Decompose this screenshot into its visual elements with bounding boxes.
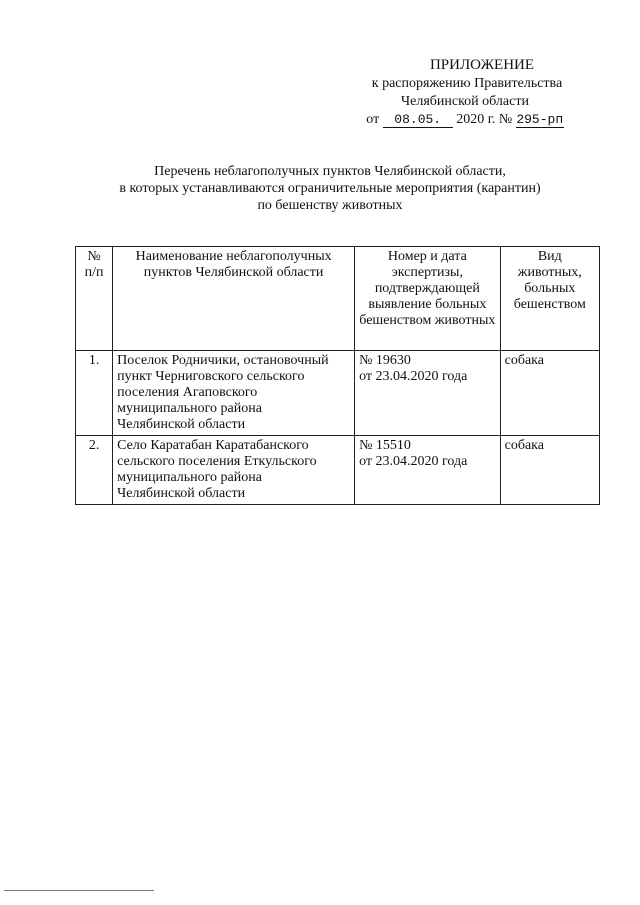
title-line-2: в которых устанавливаются ограничительные мероприятия (карантин)	[119, 181, 541, 196]
location-name-line: Челябинской области	[117, 417, 246, 432]
appendix-region-line: Челябинской области	[401, 94, 529, 109]
row-number: 1.	[76, 351, 113, 436]
location-name	[113, 436, 355, 505]
row-number: 2.	[76, 436, 113, 505]
expertise-date: от 23.04.2020 года	[359, 369, 468, 384]
appendix-date-line	[330, 111, 600, 129]
appendix-block	[330, 56, 600, 129]
location-name-line: Поселок Родничики, остановочный	[117, 353, 329, 368]
document-title	[60, 163, 600, 214]
appendix-heading: ПРИЛОЖЕНИЕ	[429, 57, 535, 73]
decree-number: 295-рп	[516, 112, 564, 127]
location-name-line: пункт Черниговского сельского	[117, 369, 305, 384]
table-row	[76, 351, 600, 436]
header-expertise: Номер и дата экспертизы, подтверждающей выявление больных бешенством животных	[355, 247, 501, 351]
title-line-1: Перечень неблагополучных пунктов Челябинской области,	[154, 164, 506, 179]
location-name-line: муниципального района	[117, 470, 262, 485]
year-text: 2020 г. №	[456, 112, 513, 127]
date-prefix: от	[366, 112, 380, 127]
expertise-date: от 23.04.2020 года	[359, 454, 468, 469]
appendix-decree-line: к распоряжению Правительства	[371, 76, 563, 91]
table-header-row	[76, 247, 600, 351]
location-name-line: Челябинской области	[117, 486, 246, 501]
location-name-line: Село Каратабан Каратабанского	[117, 438, 309, 453]
locations-table	[75, 246, 600, 505]
location-name-line: сельского поселения Еткульского	[117, 454, 317, 469]
animal-type: собака	[500, 436, 599, 505]
header-location-name: Наименование неблагополучных пунктов Челябинской области	[113, 247, 355, 351]
animal-type: собака	[500, 351, 599, 436]
expertise-number: № 15510	[359, 438, 411, 453]
location-name-line: поселения Агаповского	[117, 385, 258, 400]
table-row	[76, 436, 600, 505]
expertise-cell	[355, 436, 501, 505]
header-animal-type: Вид животных, больных бешенством	[500, 247, 599, 351]
expertise-number: № 19630	[359, 353, 411, 368]
header-number: № п/п	[76, 247, 113, 351]
location-name	[113, 351, 355, 436]
footer-divider	[4, 890, 154, 891]
title-line-3: по бешенству животных	[257, 198, 403, 213]
location-name-line: муниципального района	[117, 401, 262, 416]
date-value: 08.05.	[383, 112, 453, 128]
expertise-cell	[355, 351, 501, 436]
